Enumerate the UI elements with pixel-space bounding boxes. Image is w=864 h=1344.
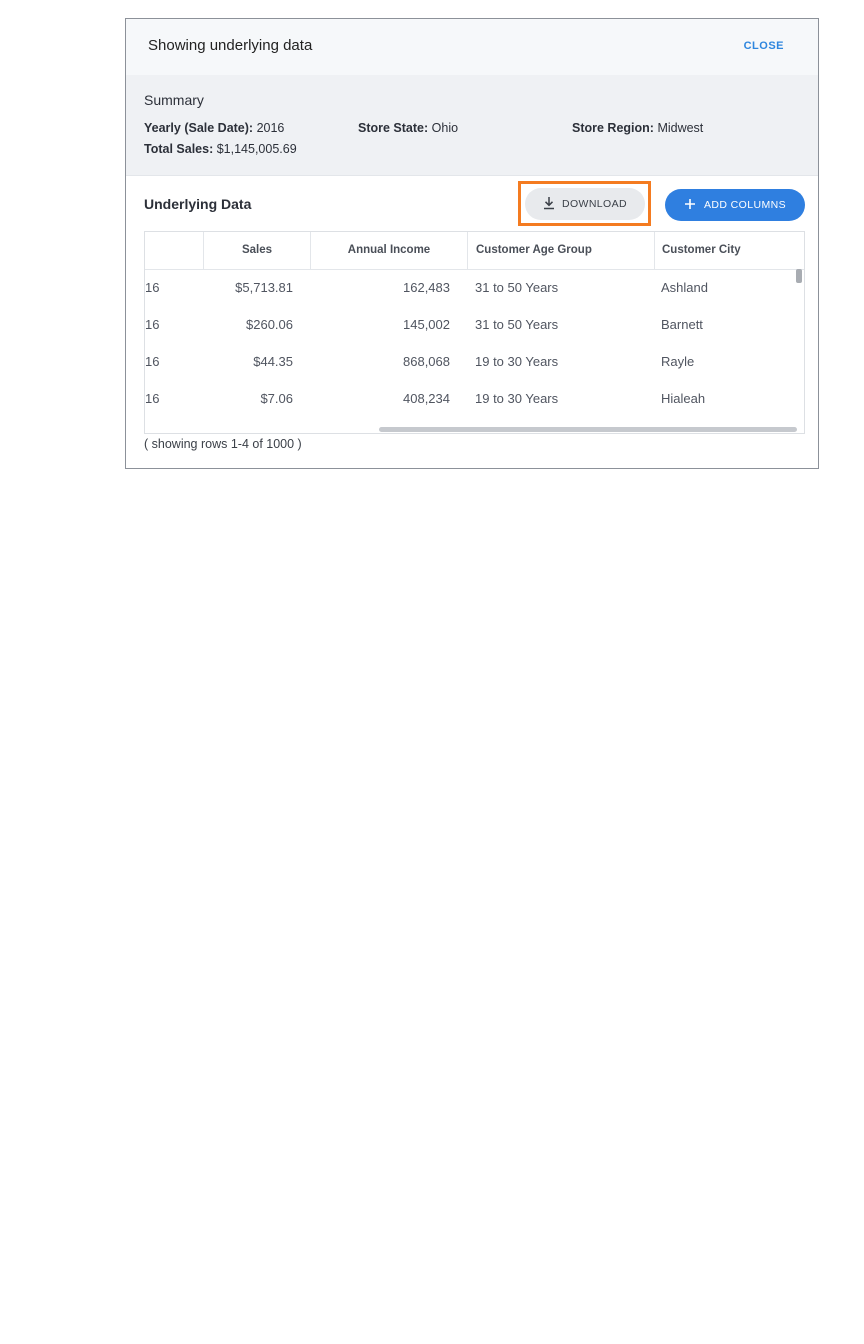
summary-item-store-state [358, 121, 458, 135]
cell-age-group: 31 to 50 Years [475, 317, 559, 332]
dialog-header [126, 19, 818, 75]
cell-sales: $260.06 [246, 317, 293, 332]
cell-annual-income: 145,002 [403, 317, 450, 332]
cell-city: Rayle [661, 354, 695, 369]
column-header-customer-city[interactable]: Customer City [654, 232, 805, 269]
download-button[interactable] [525, 188, 645, 220]
summary-title: Summary [144, 92, 204, 108]
cell-city: Hialeah [661, 391, 706, 406]
cell-age-group: 19 to 30 Years [475, 391, 559, 406]
summary-value: Ohio [431, 121, 459, 135]
dialog-title: Showing underlying data [148, 37, 313, 54]
summary-label: Store State: [358, 121, 429, 135]
summary-item-total-sales [144, 142, 297, 156]
summary-item-store-region [572, 121, 703, 135]
underlying-data-title: Underlying Data [144, 196, 252, 212]
table-row[interactable] [145, 269, 804, 306]
data-table [144, 231, 805, 434]
table-header [145, 232, 804, 270]
cell-year: 16 [145, 354, 160, 369]
summary-value: Midwest [657, 121, 704, 135]
summary-item-yearly [144, 121, 284, 135]
summary-panel [126, 75, 818, 176]
underlying-data-dialog [125, 18, 819, 469]
cell-year: 16 [145, 391, 160, 406]
summary-value: $1,145,005.69 [216, 142, 297, 156]
column-header-customer-age-group[interactable]: Customer Age Group [467, 232, 654, 269]
cell-age-group: 31 to 50 Years [475, 280, 559, 295]
summary-label: Total Sales: [144, 142, 214, 156]
table-row[interactable] [145, 343, 804, 380]
cell-sales: $5,713.81 [235, 280, 293, 295]
vertical-scrollbar[interactable] [796, 269, 802, 283]
cell-sales: $7.06 [260, 391, 293, 406]
summary-label: Store Region: [572, 121, 654, 135]
download-label: DOWNLOAD [561, 198, 628, 210]
horizontal-scrollbar[interactable] [379, 427, 797, 432]
cell-year: 16 [145, 317, 160, 332]
cell-age-group: 19 to 30 Years [475, 354, 559, 369]
summary-value: 2016 [256, 121, 285, 135]
close-button[interactable]: CLOSE [743, 40, 784, 52]
cell-annual-income: 162,483 [403, 280, 450, 295]
add-columns-label: ADD COLUMNS [704, 199, 786, 211]
table-row[interactable] [145, 380, 804, 417]
cell-city: Ashland [661, 280, 708, 295]
summary-label: Yearly (Sale Date): [144, 121, 254, 135]
cell-city: Barnett [661, 317, 703, 332]
cell-annual-income: 408,234 [403, 391, 450, 406]
plus-icon [684, 198, 696, 213]
cell-sales: $44.35 [253, 354, 293, 369]
column-header[interactable] [145, 232, 203, 269]
cell-year: 16 [145, 280, 160, 295]
cell-annual-income: 868,068 [403, 354, 450, 369]
table-row[interactable] [145, 306, 804, 343]
column-header-sales[interactable]: Sales [203, 232, 310, 269]
download-icon [543, 196, 555, 213]
row-count-text: ( showing rows 1-4 of 1000 ) [144, 437, 302, 451]
column-header-annual-income[interactable]: Annual Income [310, 232, 467, 269]
add-columns-button[interactable] [665, 189, 805, 221]
